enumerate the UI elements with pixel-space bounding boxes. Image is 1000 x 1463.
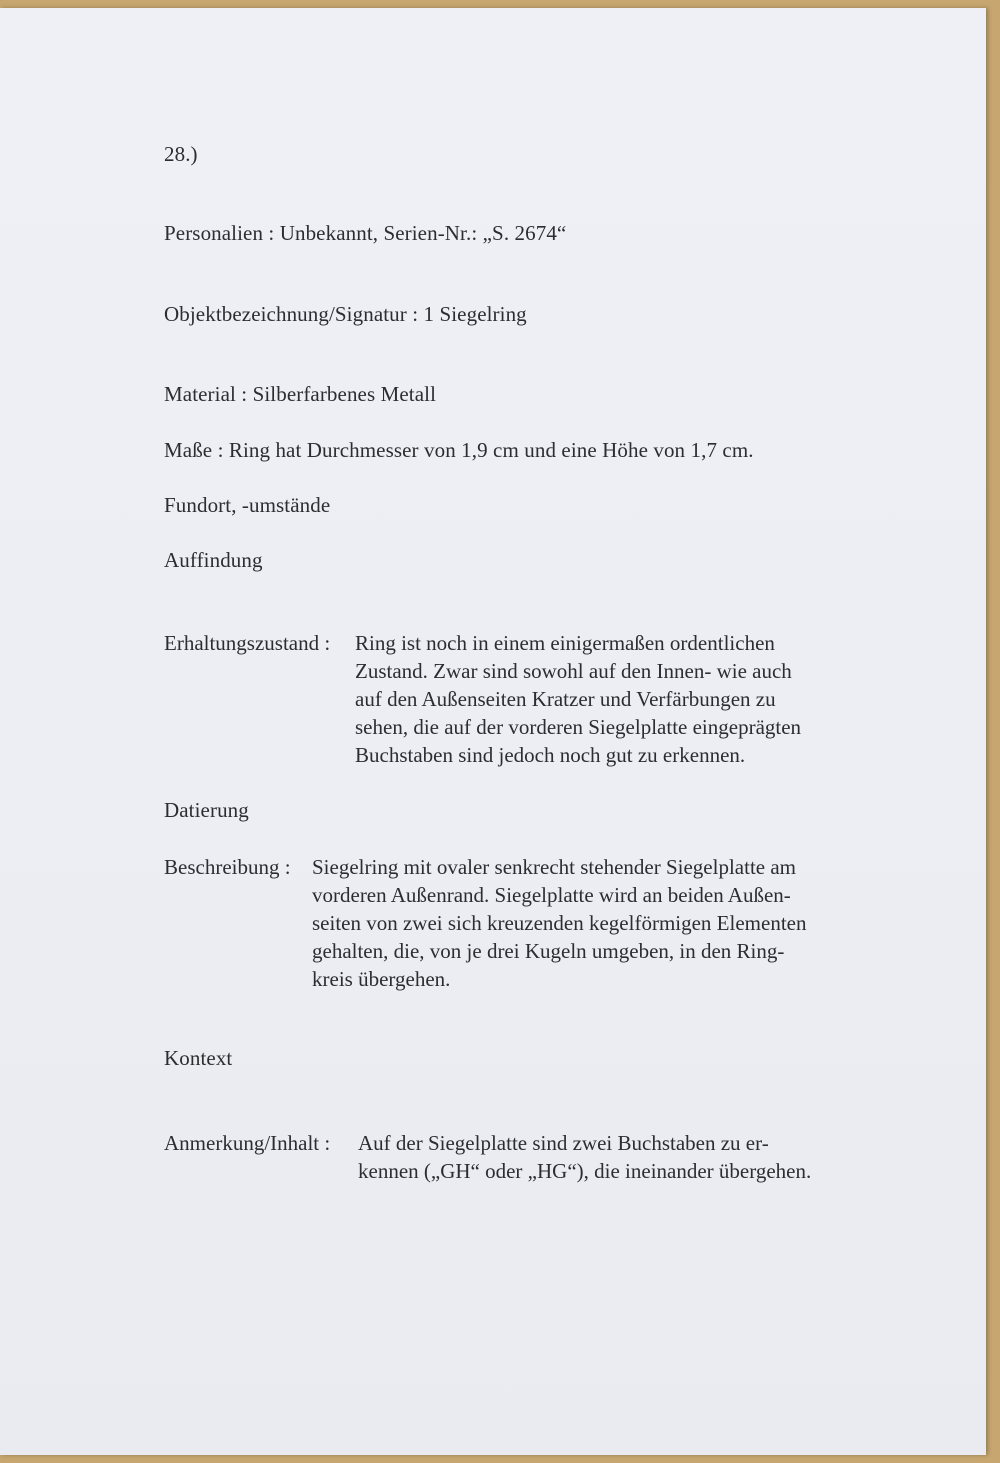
paper-sheet [0,8,986,1455]
field-masse: Maße : Ring hat Durchmesser von 1,9 cm und eine Höhe von 1,7 cm. [164,438,754,462]
beschreibung-text [312,853,806,993]
entry-number: 28.) [164,142,198,166]
erhaltungszustand-line: sehen, die auf der vorderen Siegelplatte eingeprägten [355,715,802,739]
erhaltungszustand-line: auf den Außenseiten Kratzer und Verfärbungen zu [355,687,776,711]
erhaltungszustand-text [355,629,801,769]
field-beschreibung [164,853,884,995]
beschreibung-line: gehalten, die, von je drei Kugeln umgeben, in den Ring- [312,939,785,963]
field-personalien: Personalien : Unbekannt, Serien-Nr.: „S. 2674“ [164,221,567,245]
field-kontext: Kontext [164,1046,233,1070]
beschreibung-line: Siegelring mit ovaler senkrecht stehender Siegelplatte am [312,855,797,879]
beschreibung-label: Beschreibung : [164,855,291,879]
anmerkung-line: kennen („GH“ oder „HG“), die ineinander übergehen. [358,1159,812,1183]
beschreibung-line: vorderen Außenrand. Siegelplatte wird an beiden Außen- [312,883,791,907]
beschreibung-line: kreis übergehen. [312,967,451,991]
erhaltungszustand-label: Erhaltungszustand : [164,631,331,655]
anmerkung-label: Anmerkung/Inhalt : [164,1131,331,1155]
beschreibung-line: seiten von zwei sich kreuzenden kegelförmigen Elementen [312,911,807,935]
field-auffindung: Auffindung [164,548,263,572]
field-objektbezeichnung: Objektbezeichnung/Signatur : 1 Siegelring [164,302,527,326]
field-fundort: Fundort, -umstände [164,493,331,517]
field-datierung: Datierung [164,798,249,822]
field-anmerkung [164,1129,884,1189]
anmerkung-text [358,1129,811,1185]
erhaltungszustand-line: Zustand. Zwar sind sowohl auf den Innen- wie auch [355,659,792,683]
anmerkung-line: Auf der Siegelplatte sind zwei Buchstaben zu er- [358,1131,769,1155]
field-erhaltungszustand [164,629,884,771]
erhaltungszustand-line: Ring ist noch in einem einigermaßen ordentlichen [355,631,775,655]
erhaltungszustand-line: Buchstaben sind jedoch noch gut zu erkennen. [355,743,746,767]
field-material: Material : Silberfarbenes Metall [164,382,437,406]
